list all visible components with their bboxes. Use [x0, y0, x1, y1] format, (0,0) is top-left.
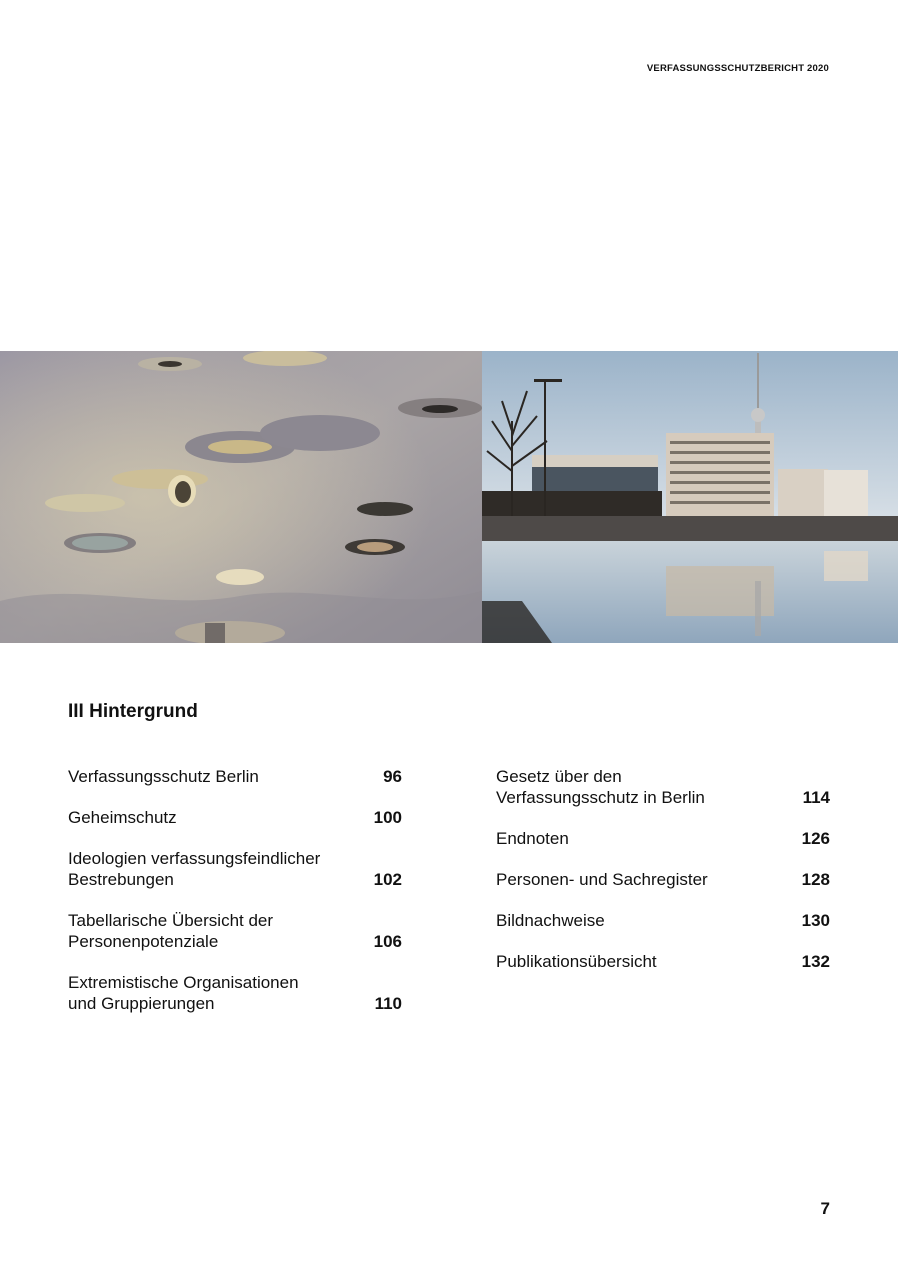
toc-right-column [496, 766, 830, 992]
toc-entry-page: 106 [373, 932, 402, 951]
report-header: VERFASSUNGSSCHUTZBERICHT 2020 [646, 63, 829, 74]
toc-entry-page: 110 [374, 994, 402, 1013]
photo-strip [0, 351, 898, 643]
toc-entry-page: 100 [373, 808, 402, 827]
toc-entry-page: 102 [373, 870, 402, 889]
toc-entry[interactable] [68, 807, 402, 828]
toc-entry-label: Endnoten [496, 829, 569, 848]
toc-entry[interactable] [496, 828, 830, 849]
berlin-tv-tower-photo [482, 351, 898, 643]
toc-entry-label: Publikationsübersicht [496, 952, 657, 971]
toc-entry[interactable] [68, 910, 402, 952]
puddle-pavement-photo [0, 351, 482, 643]
toc-entry[interactable] [68, 972, 402, 1014]
toc-entry-page: 96 [383, 767, 402, 786]
toc-entry[interactable] [496, 766, 830, 808]
toc-entry[interactable] [496, 869, 830, 890]
toc-entry[interactable] [68, 848, 402, 890]
toc-entry-page: 130 [801, 911, 830, 930]
toc-entry-label: Bildnachweise [496, 911, 605, 930]
toc-entry-page: 132 [801, 952, 830, 971]
toc-entry-label: Personen- und Sachregister [496, 870, 708, 889]
section-title: III Hintergrund [68, 701, 198, 722]
toc-entry-page: 126 [801, 829, 830, 848]
toc-entry[interactable] [496, 910, 830, 931]
toc-entry[interactable] [68, 766, 402, 787]
toc-entry[interactable] [496, 951, 830, 972]
toc-entry-label: Ideologien verfassungsfeindlicher Bestrebungen [68, 849, 321, 889]
toc-entry-label: Verfassungsschutz Berlin [68, 767, 259, 786]
toc-entry-label: Gesetz über den Verfassungsschutz in Berlin [496, 767, 705, 807]
toc-entry-label: Geheimschutz [68, 808, 177, 827]
toc-left-column [68, 766, 402, 1034]
toc-entry-label: Tabellarische Übersicht der Personenpotenziale [68, 911, 274, 951]
toc-entry-label: Extremistische Organisationen und Gruppierungen [68, 973, 299, 1013]
page-number: 7 [820, 1199, 830, 1218]
toc-entry-page: 114 [802, 788, 830, 807]
toc-entry-page: 128 [801, 870, 830, 889]
